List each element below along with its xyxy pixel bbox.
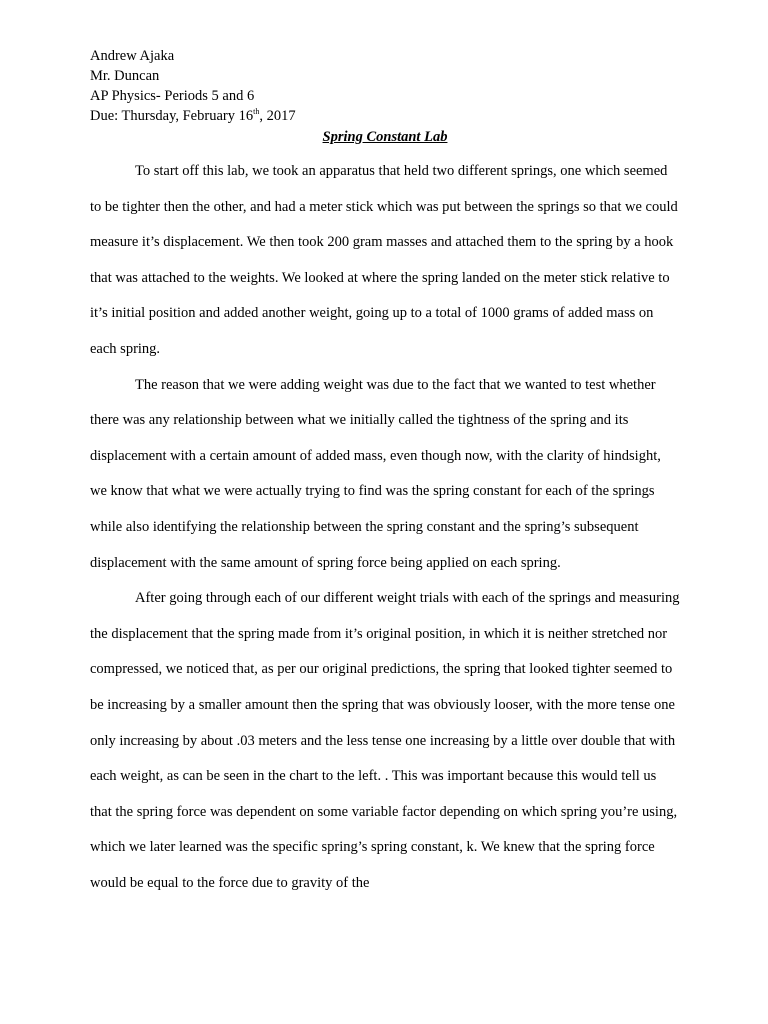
due-date-suffix: , 2017 <box>259 108 296 124</box>
teacher-name: Mr. Duncan <box>90 68 160 84</box>
due-date-superscript: th <box>253 107 260 116</box>
paragraph-2: The reason that we were adding weight was due to the fact that we wanted to test whether there was any relationship between what we initially called the tightness of the spring and its displacement with a certain amount of added mass, even though now, with the clarity of hindsight, we know that what we were actually trying to find was the spring constant for each of the springs while also identifying the relationship between the spring constant and the spring’s subsequent displacement with the same amount of spring force being applied on each spring. <box>90 376 661 571</box>
paragraph-1: To start off this lab, we took an apparatus that held two different springs, one which seemed to be tighter then the other, and had a meter stick which was put between the springs so that we could measure it’s displacement. We then took 200 gram masses and attached them to the spring by a hook that was attached to the weights. We looked at where the spring landed on the meter stick relative to it’s initial position and added another weight, going up to a total of 1000 grams of added mass on each spring. <box>90 163 678 357</box>
paragraph-3: After going through each of our different weight trials with each of the springs and measuring the displacement that the spring made from it’s original position, in which it is neither stretched nor compressed, we noticed that, as per our original predictions, the spring that looked tighter seemed to be increasing by a smaller amount then the spring that was obviously looser, with the more tense one only increasing by about .03 meters and the less tense one increasing by a little over double that with each weight, as can be seen in the chart to the left. . This was important because this would tell us that the spring force was dependent on some variable factor depending on which spring you’re using, which we later learned was the specific spring’s spring constant, k. We knew that the spring force would be equal to the force due to gravity of the <box>90 590 680 891</box>
due-date-prefix: Due: Thursday, February 16 <box>90 108 254 124</box>
due-date <box>90 106 680 126</box>
document-title: Spring Constant Lab <box>322 129 448 145</box>
document-page <box>90 46 680 901</box>
author-name: Andrew Ajaka <box>90 48 175 64</box>
course-name: AP Physics- Periods 5 and 6 <box>90 88 255 104</box>
